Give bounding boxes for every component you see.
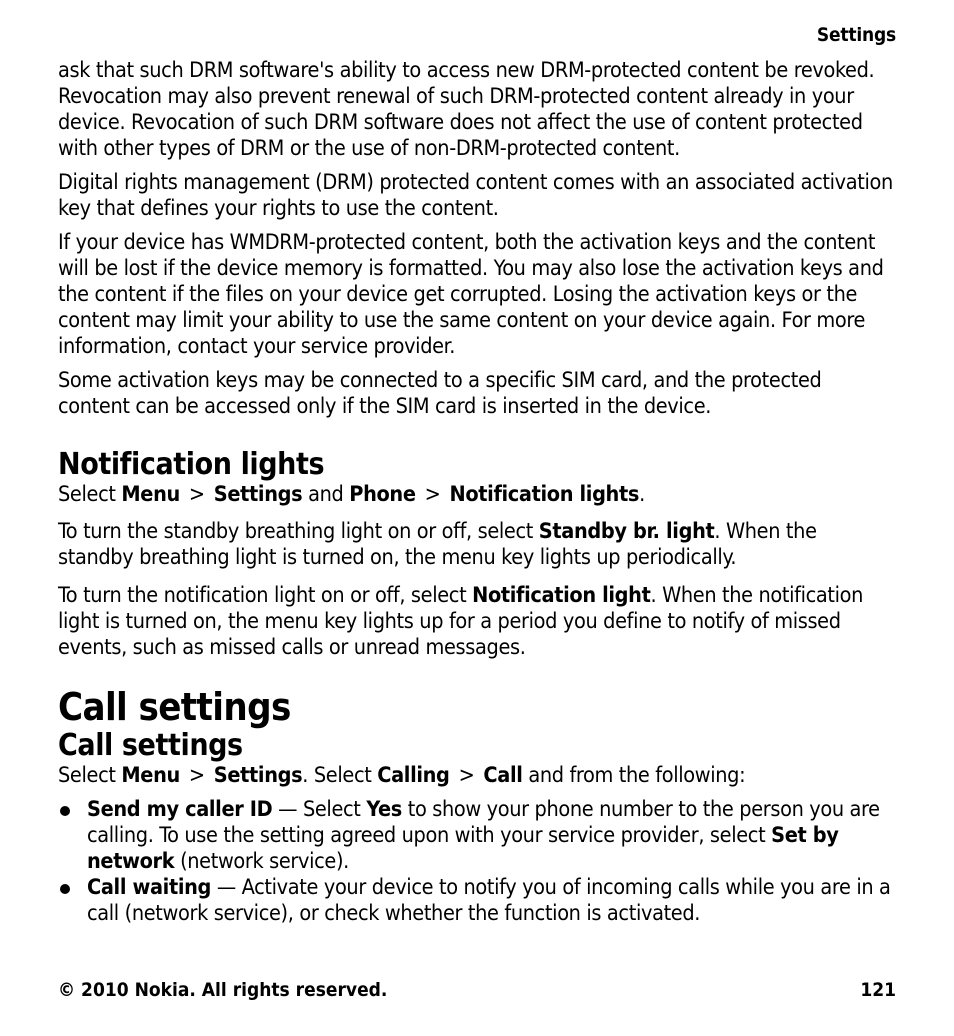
option-term: Send my caller ID (87, 797, 273, 822)
path-notification-lights: Notification lights (449, 482, 640, 507)
running-head: Settings (816, 24, 896, 46)
page-number: 121 (860, 979, 896, 1001)
standby-light-paragraph: To turn the standby breathing light on or off, select Standby br. light. When the standby breathing light is turned on, the menu key lights up periodically. (58, 519, 817, 570)
notification-lights-heading: Notification lights (58, 447, 325, 482)
list-item: Call waiting — Activate your device to notify you of incoming calls while you are in a call (network service), or check whether the function is activated. (58, 875, 896, 927)
notification-light-option: Notification light (472, 583, 651, 608)
standby-light-option: Standby br. light (538, 519, 715, 544)
option-term: Call waiting (87, 875, 212, 900)
path-settings: Settings (213, 763, 303, 788)
manual-page (58, 0, 896, 1036)
call-options-list (58, 797, 896, 927)
path-separator: > (188, 763, 205, 788)
path-separator: > (188, 482, 205, 507)
bullet-icon (60, 806, 70, 816)
path-call: Call (483, 763, 523, 788)
path-text: and (308, 482, 344, 507)
path-separator: > (458, 763, 475, 788)
call-menu-path: Select Menu > Settings. Select Calling > Call and from the following: (58, 763, 746, 788)
drm-paragraph-4: Some activation keys may be connected to a specific SIM card, and the protected content can be accessed only if the SIM card is inserted in the device. (58, 368, 822, 419)
drm-paragraph-1: ask that such DRM software's ability to access new DRM-protected content be revoked. Revocation may also prevent renewal of such DRM-protected content already in your device. Revocation of such DRM software does not affect the use of content protected with other types of DRM or the use of non-DRM-protected content. (58, 58, 875, 161)
path-menu: Menu (121, 763, 180, 788)
option-value: Yes (366, 797, 402, 822)
call-settings-heading: Call settings (58, 728, 243, 763)
path-separator: > (424, 482, 441, 507)
copyright-text: © 2010 Nokia. All rights reserved. (58, 979, 388, 1001)
path-menu: Menu (121, 482, 180, 507)
list-item: Send my caller ID — Select Yes to show your phone number to the person you are calling. To use the setting agreed upon with your service provider, select Set by network (network service). (58, 797, 896, 875)
path-phone: Phone (349, 482, 416, 507)
path-calling: Calling (377, 763, 450, 788)
drm-paragraph-3: If your device has WMDRM-protected content, both the activation keys and the content will be lost if the device memory is formatted. You may also lose the activation keys and the content if the files on your device get corrupted. Losing the activation keys or the content may limit your ability to use the same content on your device again. For more information, contact your service provider. (58, 230, 884, 359)
call-settings-chapter-title: Call settings (58, 685, 291, 729)
drm-paragraph-2: Digital rights management (DRM) protected content comes with an associated activation key that defines your rights to use the content. (58, 170, 893, 221)
notification-menu-path (58, 482, 896, 508)
path-text: Select (58, 482, 116, 507)
path-settings: Settings (213, 482, 303, 507)
notification-light-paragraph: To turn the notification light on or off, select Notification light. When the notification light is turned on, the menu key lights up for a period you define to notify of missed events, such as missed calls or unread messages. (58, 583, 864, 660)
page-content (58, 58, 896, 927)
bullet-icon (60, 884, 70, 894)
path-text: . (639, 482, 645, 507)
option-value: Set by network (87, 823, 839, 874)
